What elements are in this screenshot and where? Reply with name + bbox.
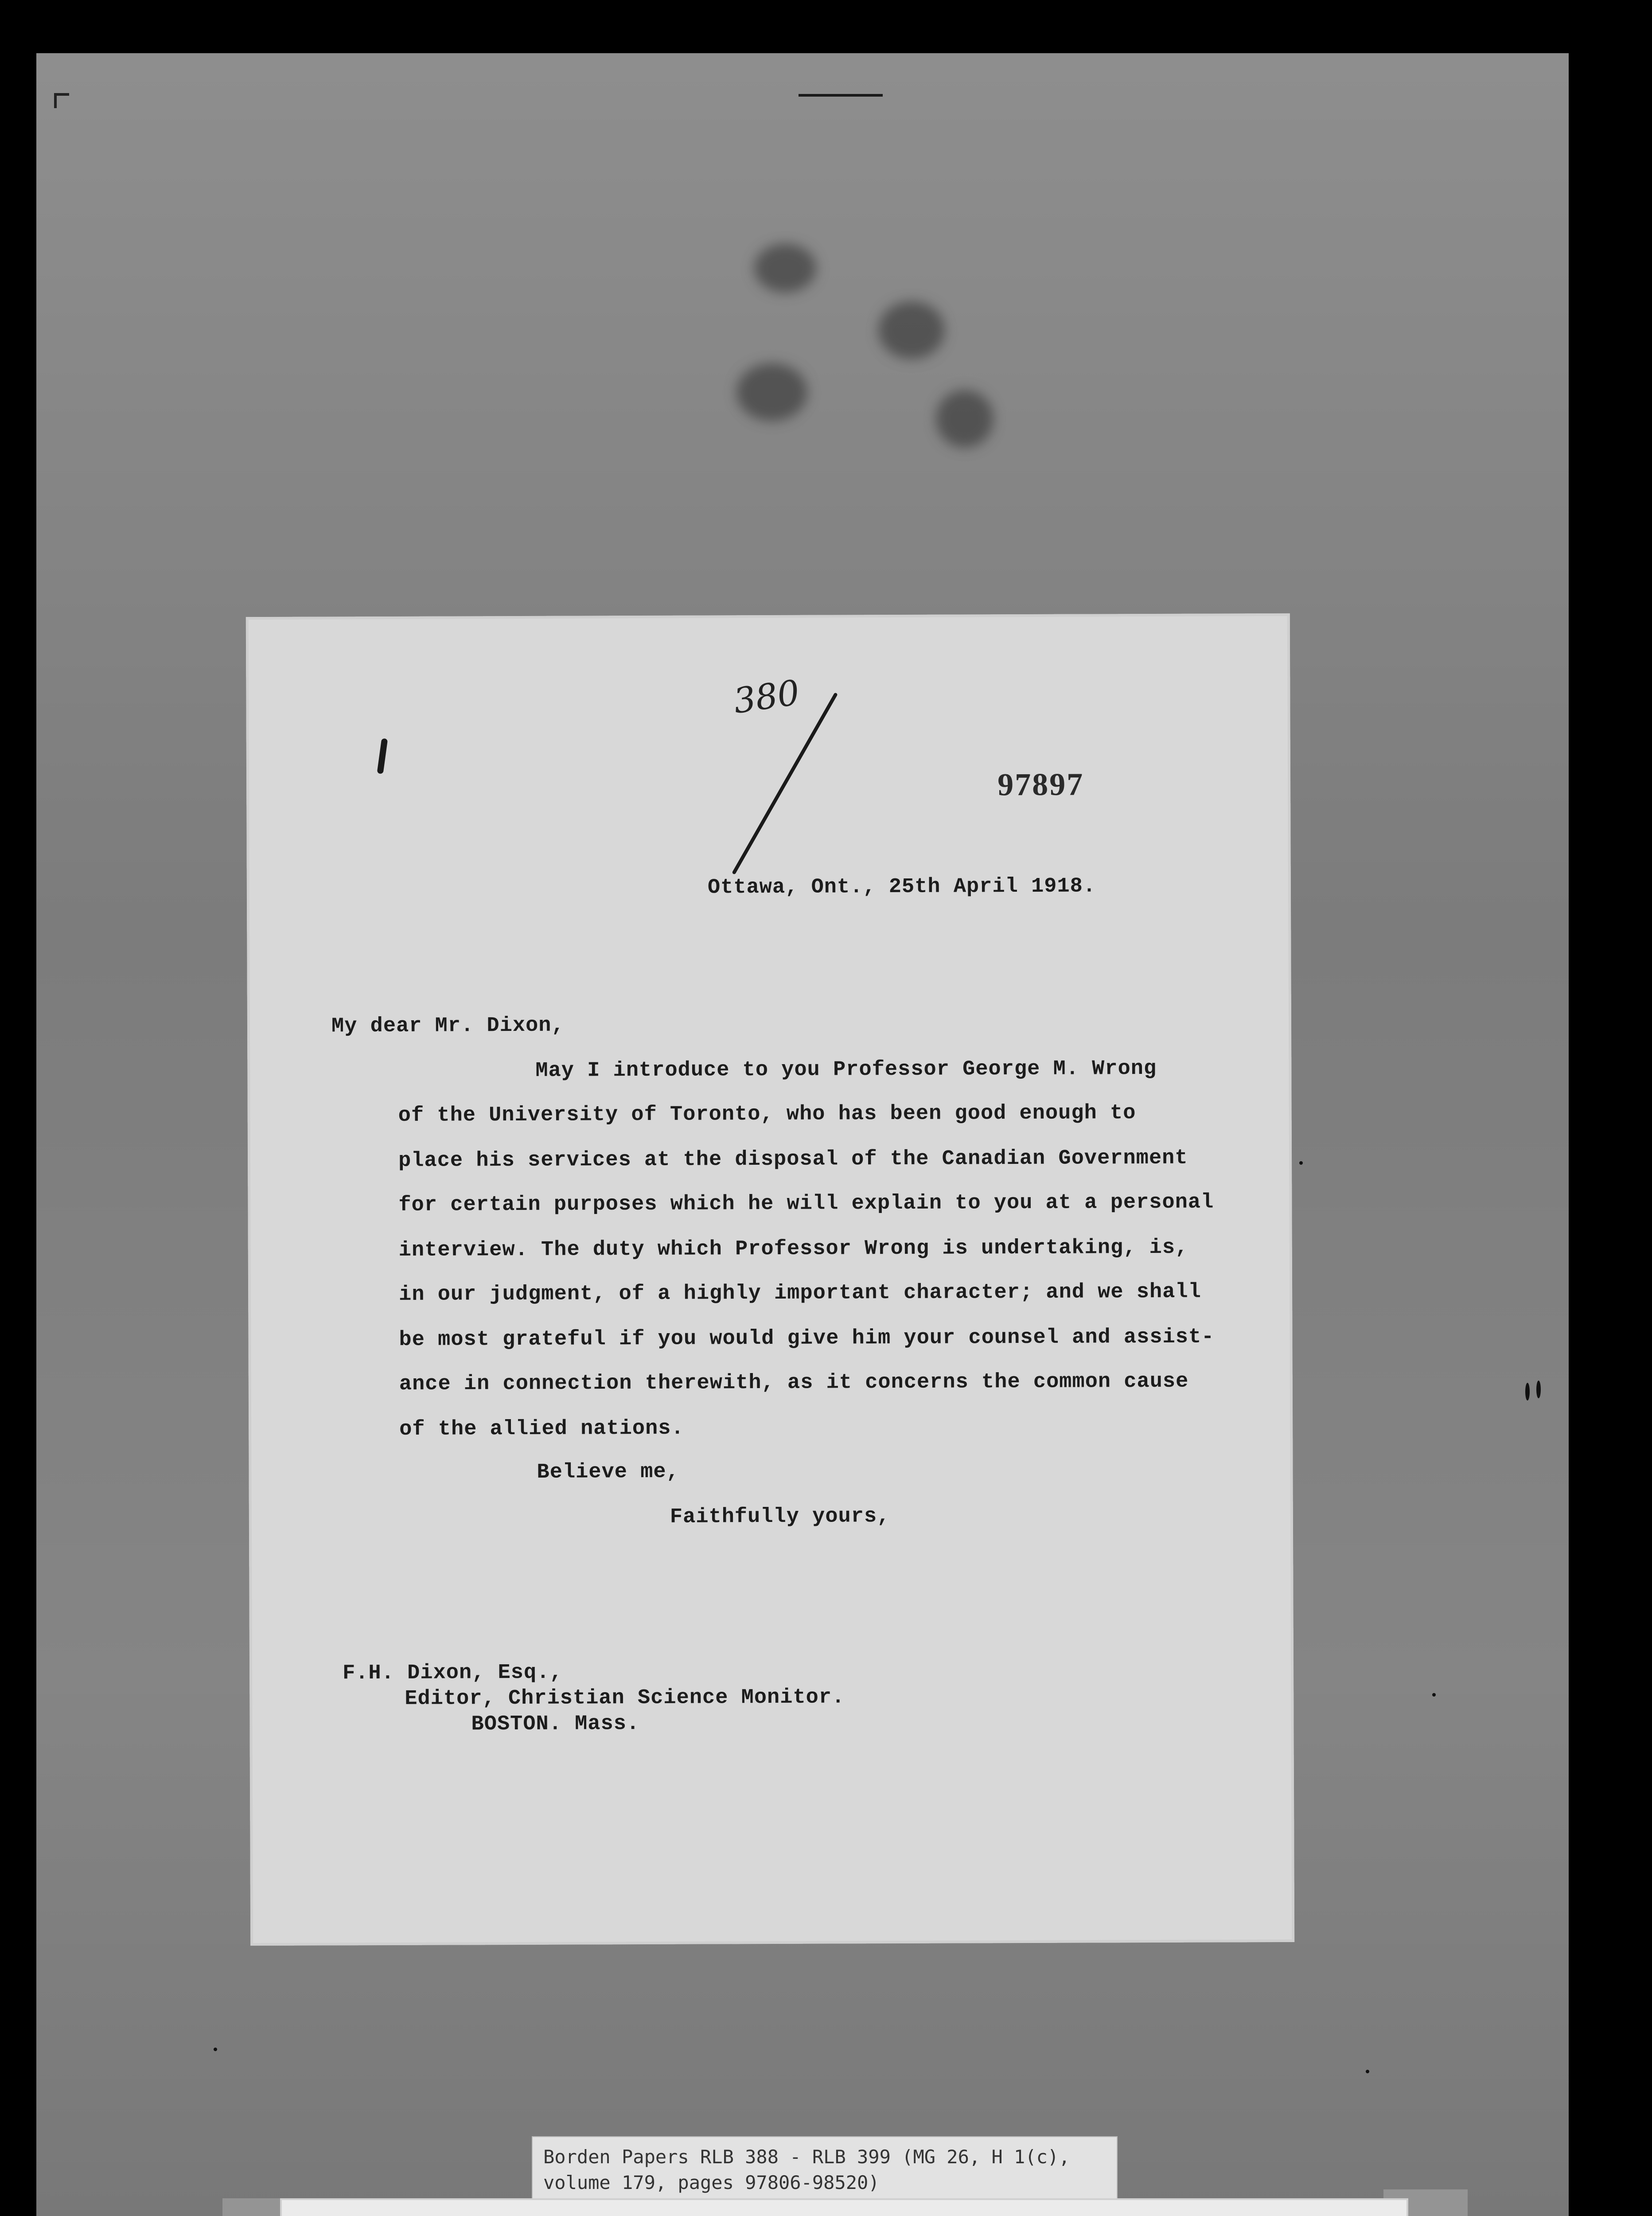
speck bbox=[1536, 1381, 1541, 1398]
smudge bbox=[736, 363, 807, 421]
page-number: 97897 bbox=[997, 766, 1084, 803]
pencil-slash-mark bbox=[716, 686, 849, 881]
body-line: interview. The duty which Professor Wrong is undertaking, is, bbox=[398, 1236, 1188, 1262]
microfilm-frame bbox=[36, 53, 1569, 2216]
speck bbox=[1299, 1161, 1303, 1165]
speck bbox=[1525, 1383, 1530, 1401]
smudge bbox=[936, 390, 994, 448]
body-line: be most grateful if you would give him your counsel and assist- bbox=[399, 1325, 1215, 1352]
citation-label bbox=[532, 2136, 1118, 2204]
citation-line: Borden Papers RLB 388 - RLB 399 (MG 26, H 1(c), bbox=[543, 2146, 1070, 2168]
smudge bbox=[878, 301, 945, 359]
body-line: place his services at the disposal of the Canadian Government bbox=[398, 1146, 1188, 1173]
margin-mark bbox=[377, 738, 388, 774]
speck bbox=[1366, 2070, 1369, 2073]
salutation: My dear Mr. Dixon, bbox=[331, 1014, 565, 1038]
body-line: of the allied nations. bbox=[399, 1416, 684, 1441]
body-line: for certain purposes which he will explain to you at a personal bbox=[398, 1190, 1214, 1217]
speck bbox=[1432, 1693, 1436, 1697]
smudge bbox=[754, 244, 816, 293]
closing-faithfully: Faithfully yours, bbox=[670, 1505, 890, 1529]
body-line: in our judgment, of a highly important character; and we shall bbox=[399, 1280, 1201, 1307]
closing-believe: Believe me, bbox=[537, 1460, 679, 1484]
handwritten-annotation: 380 bbox=[731, 672, 802, 722]
address-line: BOSTON. Mass. bbox=[471, 1712, 640, 1736]
corner-mark bbox=[54, 93, 69, 108]
address-line: F.H. Dixon, Esq., bbox=[343, 1661, 563, 1685]
speck bbox=[214, 2048, 217, 2051]
body-line: May I introduce to you Professor George M. Wrong bbox=[535, 1057, 1157, 1083]
body-line: ance in connection therewith, as it concerns the common cause bbox=[399, 1369, 1189, 1396]
address-line: Editor, Christian Science Monitor. bbox=[405, 1685, 845, 1711]
citation-line: volume 179, pages 97806-98520) bbox=[543, 2172, 880, 2193]
archives-stamp bbox=[280, 2198, 1408, 2216]
frame-dash bbox=[799, 94, 883, 97]
letter-sheet bbox=[246, 613, 1294, 1946]
dateline: Ottawa, Ont., 25th April 1918. bbox=[707, 874, 1096, 900]
body-line: of the University of Toronto, who has been good enough to bbox=[398, 1101, 1136, 1128]
